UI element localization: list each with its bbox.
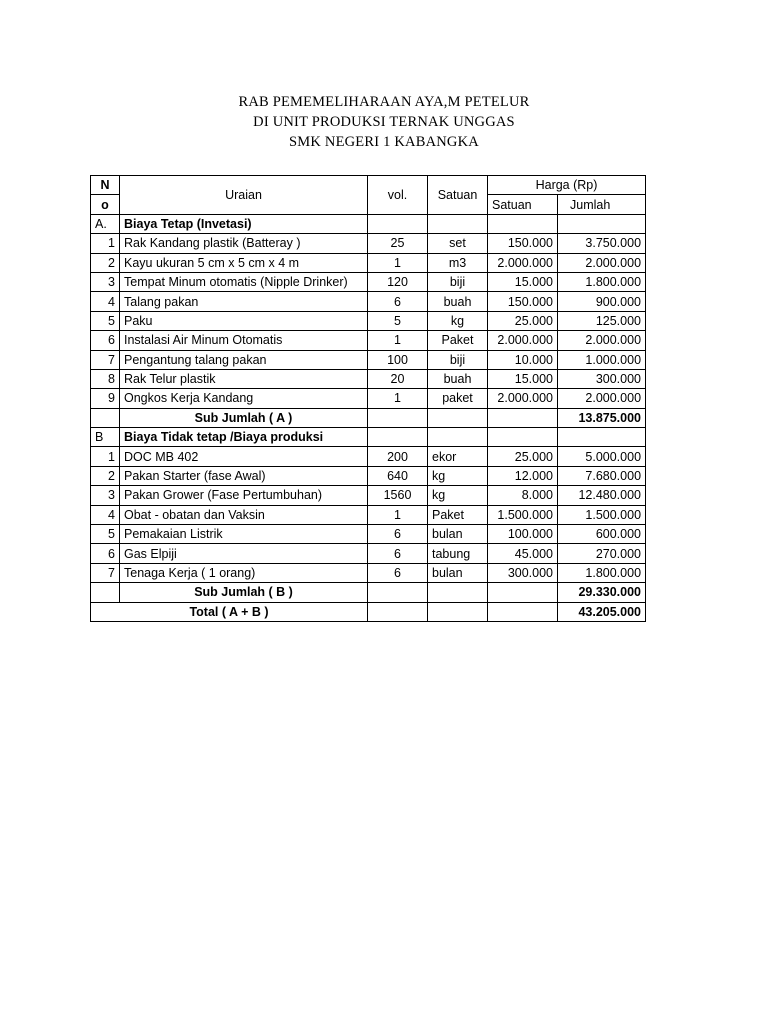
row-jumlah: 2.000.000 [558, 331, 646, 350]
section-code: A. [91, 214, 120, 233]
table-row [91, 369, 646, 388]
row-jumlah: 2.000.000 [558, 389, 646, 408]
table-row [91, 331, 646, 350]
table-row [91, 525, 646, 544]
budget-table [90, 175, 646, 622]
row-harga-satuan: 1.500.000 [488, 505, 558, 524]
row-vol: 640 [368, 466, 428, 485]
table-row [91, 292, 646, 311]
row-harga-satuan: 2.000.000 [488, 389, 558, 408]
row-no: 4 [91, 292, 120, 311]
row-jumlah: 12.480.000 [558, 486, 646, 505]
row-harga-satuan: 45.000 [488, 544, 558, 563]
row-jumlah: 3.750.000 [558, 234, 646, 253]
row-uraian: Rak Kandang plastik (Batteray ) [120, 234, 368, 253]
row-vol: 6 [368, 563, 428, 582]
row-satuan: buah [428, 292, 488, 311]
table-row [91, 389, 646, 408]
row-uraian: Kayu ukuran 5 cm x 5 cm x 4 m [120, 253, 368, 272]
row-vol: 6 [368, 292, 428, 311]
row-uraian: Obat - obatan dan Vaksin [120, 505, 368, 524]
row-no: 2 [91, 253, 120, 272]
row-vol: 6 [368, 544, 428, 563]
table-row [91, 234, 646, 253]
row-satuan: bulan [428, 563, 488, 582]
subtotal-label: Sub Jumlah ( A ) [120, 408, 368, 427]
section-title: Biaya Tetap (Invetasi) [120, 214, 368, 233]
row-vol: 6 [368, 525, 428, 544]
row-harga-satuan: 15.000 [488, 272, 558, 291]
row-harga-satuan: 2.000.000 [488, 253, 558, 272]
row-uraian: Talang pakan [120, 292, 368, 311]
table-row [91, 544, 646, 563]
title-line-1: RAB PEMEMELIHARAAN AYA,M PETELUR [238, 94, 530, 110]
row-satuan: kg [428, 311, 488, 330]
section-a-header [91, 214, 646, 233]
header-harga: Harga (Rp) [488, 176, 646, 195]
row-vol: 1 [368, 331, 428, 350]
empty-cell [368, 214, 428, 233]
header-no-top: N [91, 176, 120, 195]
row-no: 5 [91, 525, 120, 544]
empty-cell [368, 602, 428, 621]
row-vol: 25 [368, 234, 428, 253]
total-label: Total ( A + B ) [91, 602, 368, 621]
row-vol: 1 [368, 253, 428, 272]
row-jumlah: 300.000 [558, 369, 646, 388]
row-vol: 20 [368, 369, 428, 388]
row-uraian: Rak Telur plastik [120, 369, 368, 388]
row-uraian: DOC MB 402 [120, 447, 368, 466]
header-row-1 [91, 176, 646, 195]
row-uraian: Pakan Grower (Fase Pertumbuhan) [120, 486, 368, 505]
row-jumlah: 1.800.000 [558, 563, 646, 582]
row-no: 1 [91, 447, 120, 466]
subtotal-value: 13.875.000 [558, 408, 646, 427]
row-uraian: Instalasi Air Minum Otomatis [120, 331, 368, 350]
table-row [91, 253, 646, 272]
row-satuan: biji [428, 272, 488, 291]
row-jumlah: 900.000 [558, 292, 646, 311]
header-satuan: Satuan [428, 176, 488, 215]
empty-cell [368, 428, 428, 447]
empty-cell [428, 602, 488, 621]
table-row [91, 505, 646, 524]
row-jumlah: 5.000.000 [558, 447, 646, 466]
row-no: 8 [91, 369, 120, 388]
row-jumlah: 1.000.000 [558, 350, 646, 369]
empty-cell [368, 583, 428, 602]
row-harga-satuan: 25.000 [488, 447, 558, 466]
header-no-bottom: o [91, 195, 120, 214]
row-harga-satuan: 150.000 [488, 234, 558, 253]
row-no: 3 [91, 272, 120, 291]
table-row [91, 350, 646, 369]
empty-cell [428, 583, 488, 602]
row-uraian: Tempat Minum otomatis (Nipple Drinker) [120, 272, 368, 291]
row-uraian: Pemakaian Listrik [120, 525, 368, 544]
row-satuan: paket [428, 389, 488, 408]
empty-cell [488, 602, 558, 621]
row-jumlah: 1.800.000 [558, 272, 646, 291]
table-row [91, 486, 646, 505]
section-b-header [91, 428, 646, 447]
subtotal-b-row [91, 583, 646, 602]
row-no: 3 [91, 486, 120, 505]
row-jumlah: 1.500.000 [558, 505, 646, 524]
row-no: 5 [91, 311, 120, 330]
total-value: 43.205.000 [558, 602, 646, 621]
row-satuan: ekor [428, 447, 488, 466]
subtotal-value: 29.330.000 [558, 583, 646, 602]
subtotal-label: Sub Jumlah ( B ) [120, 583, 368, 602]
row-harga-satuan: 25.000 [488, 311, 558, 330]
row-jumlah: 2.000.000 [558, 253, 646, 272]
row-vol: 200 [368, 447, 428, 466]
header-uraian: Uraian [120, 176, 368, 215]
empty-cell [91, 408, 120, 427]
header-harga-jumlah: Jumlah [558, 195, 646, 214]
row-jumlah: 125.000 [558, 311, 646, 330]
row-satuan: bulan [428, 525, 488, 544]
row-harga-satuan: 8.000 [488, 486, 558, 505]
row-harga-satuan: 100.000 [488, 525, 558, 544]
empty-cell [368, 408, 428, 427]
table-row [91, 447, 646, 466]
row-uraian: Pengantung talang pakan [120, 350, 368, 369]
total-row [91, 602, 646, 621]
row-vol: 1 [368, 389, 428, 408]
empty-cell [91, 583, 120, 602]
row-uraian: Paku [120, 311, 368, 330]
subtotal-a-row [91, 408, 646, 427]
header-harga-satuan: Satuan [488, 195, 558, 214]
row-jumlah: 7.680.000 [558, 466, 646, 485]
row-uraian: Tenaga Kerja ( 1 orang) [120, 563, 368, 582]
row-vol: 100 [368, 350, 428, 369]
empty-cell [428, 428, 488, 447]
empty-cell [488, 408, 558, 427]
row-satuan: kg [428, 486, 488, 505]
row-satuan: set [428, 234, 488, 253]
row-no: 6 [91, 544, 120, 563]
row-uraian: Gas Elpiji [120, 544, 368, 563]
title-line-3: SMK NEGERI 1 KABANGKA [289, 134, 479, 150]
row-no: 4 [91, 505, 120, 524]
row-vol: 1 [368, 505, 428, 524]
empty-cell [488, 428, 558, 447]
header-vol: vol. [368, 176, 428, 215]
empty-cell [428, 408, 488, 427]
row-harga-satuan: 150.000 [488, 292, 558, 311]
row-no: 1 [91, 234, 120, 253]
table-row [91, 311, 646, 330]
empty-cell [558, 214, 646, 233]
row-satuan: buah [428, 369, 488, 388]
row-harga-satuan: 2.000.000 [488, 331, 558, 350]
row-no: 7 [91, 563, 120, 582]
title-line-2: DI UNIT PRODUKSI TERNAK UNGGAS [253, 114, 515, 130]
row-no: 9 [91, 389, 120, 408]
table-row [91, 272, 646, 291]
row-uraian: Pakan Starter (fase Awal) [120, 466, 368, 485]
empty-cell [558, 428, 646, 447]
row-satuan: m3 [428, 253, 488, 272]
empty-cell [488, 214, 558, 233]
empty-cell [488, 583, 558, 602]
row-harga-satuan: 12.000 [488, 466, 558, 485]
row-no: 6 [91, 331, 120, 350]
section-title: Biaya Tidak tetap /Biaya produksi [120, 428, 368, 447]
table-row [91, 563, 646, 582]
row-no: 2 [91, 466, 120, 485]
row-vol: 5 [368, 311, 428, 330]
row-no: 7 [91, 350, 120, 369]
table-row [91, 466, 646, 485]
row-harga-satuan: 10.000 [488, 350, 558, 369]
row-satuan: kg [428, 466, 488, 485]
row-jumlah: 600.000 [558, 525, 646, 544]
row-harga-satuan: 300.000 [488, 563, 558, 582]
row-harga-satuan: 15.000 [488, 369, 558, 388]
empty-cell [428, 214, 488, 233]
row-jumlah: 270.000 [558, 544, 646, 563]
row-satuan: biji [428, 350, 488, 369]
row-satuan: Paket [428, 505, 488, 524]
row-vol: 1560 [368, 486, 428, 505]
row-satuan: tabung [428, 544, 488, 563]
row-vol: 120 [368, 272, 428, 291]
row-uraian: Ongkos Kerja Kandang [120, 389, 368, 408]
section-code: B [91, 428, 120, 447]
row-satuan: Paket [428, 331, 488, 350]
